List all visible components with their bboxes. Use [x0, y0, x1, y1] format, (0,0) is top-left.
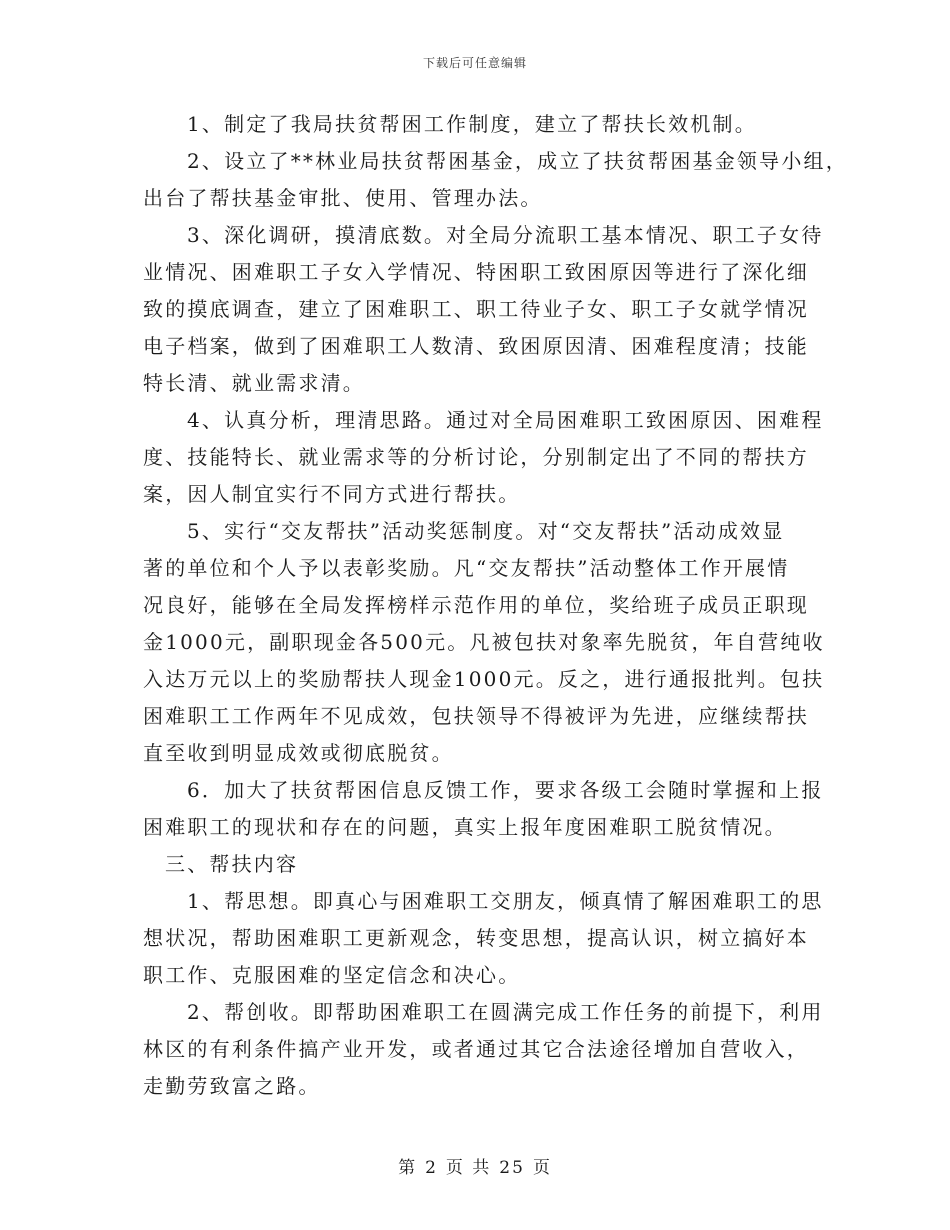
- text-line: 2、设立了**林业局扶贫帮困基金，成立了扶贫帮困基金领导小组，: [187, 149, 848, 173]
- text-line: 金1000元，副职现金各500元。凡被包扶对象率先脱贫，年自营纯收: [143, 630, 825, 654]
- text-line: 度、技能特长、就业需求等的分析讨论，分别制定出了不同的帮扶方: [143, 445, 809, 469]
- section-heading: [143, 846, 813, 883]
- paragraph: [143, 883, 824, 994]
- text-line: 2、帮创收。即帮助困难职工在圆满完成工作任务的前提下，利用: [187, 1000, 824, 1024]
- page-footer: [0, 1153, 950, 1178]
- paragraph: [143, 143, 848, 217]
- text-line: 困难职工工作两年不见成效，包扶领导不得被评为先进，应继续帮扶: [143, 704, 809, 728]
- text-line: 3、深化调研，摸清底数。对全局分流职工基本情况、职工子女待: [187, 223, 824, 247]
- text-line: 况良好，能够在全局发挥榜样示范作用的单位，奖给班子成员正职现: [143, 593, 809, 617]
- text-line: 4、认真分析，理清思路。通过对全局困难职工致困原因、困难程: [187, 408, 824, 432]
- text-line: 致的摸底调查，建立了困难职工、职工待业子女、职工子女就学情况: [143, 297, 809, 321]
- text-line: 直至收到明显成效或彻底脱贫。: [143, 741, 454, 765]
- text-line: 入达万元以上的奖励帮扶人现金1000元。反之，进行通报批判。包扶: [143, 667, 825, 691]
- section-heading-text: 三、帮扶内容: [165, 852, 299, 876]
- text-line: 特长清、就业需求清。: [143, 371, 365, 395]
- text-line: 案，因人制宜实行不同方式进行帮扶。: [143, 482, 521, 506]
- page-label-prefix: 第: [398, 1158, 418, 1178]
- document-body: [143, 106, 848, 1105]
- total-pages-number: 25: [499, 1158, 525, 1178]
- text-line: 5、实行“交友帮扶”活动奖惩制度。对“交友帮扶”活动成效显: [187, 519, 785, 543]
- text-line: 职工作、克服困难的坚定信念和决心。: [143, 963, 521, 987]
- page-label-mid: 页 共: [445, 1158, 492, 1178]
- paragraph: [143, 994, 824, 1105]
- text-line: 走勤劳致富之路。: [143, 1074, 321, 1098]
- page-label-suffix: 页: [532, 1158, 552, 1178]
- text-line: 1、帮思想。即真心与困难职工交朋友，倾真情了解困难职工的思: [187, 889, 824, 913]
- text-line: 电子档案，做到了困难职工人数清、致困原因清、困难程度清；技能: [143, 334, 809, 358]
- page-header-note: 下载后可任意编辑: [422, 56, 527, 70]
- paragraph: [143, 217, 824, 402]
- current-page-number: 2: [425, 1158, 438, 1178]
- text-line: 困难职工的现状和存在的问题，真实上报年度困难职工脱贫情况。: [143, 815, 787, 839]
- paragraph: [143, 513, 825, 772]
- text-line: 想状况，帮助困难职工更新观念，转变思想，提高认识，树立搞好本: [143, 926, 809, 950]
- text-line: 出台了帮扶基金审批、使用、管理办法。: [143, 186, 543, 210]
- paragraph: [143, 772, 824, 846]
- text-line: 著的单位和个人予以表彰奖励。凡“交友帮扶”活动整体工作开展情: [143, 556, 790, 580]
- text-line: 6．加大了扶贫帮困信息反馈工作，要求各级工会随时掌握和上报: [187, 778, 824, 802]
- text-line: 业情况、困难职工子女入学情况、特困职工致困原因等进行了深化细: [143, 260, 809, 284]
- paragraph: [143, 402, 824, 513]
- paragraph: [143, 106, 813, 143]
- text-line: 林区的有利条件搞产业开发，或者通过其它合法途径增加自营收入，: [143, 1037, 809, 1061]
- text-line: 1、制定了我局扶贫帮困工作制度，建立了帮扶长效机制。: [187, 112, 757, 136]
